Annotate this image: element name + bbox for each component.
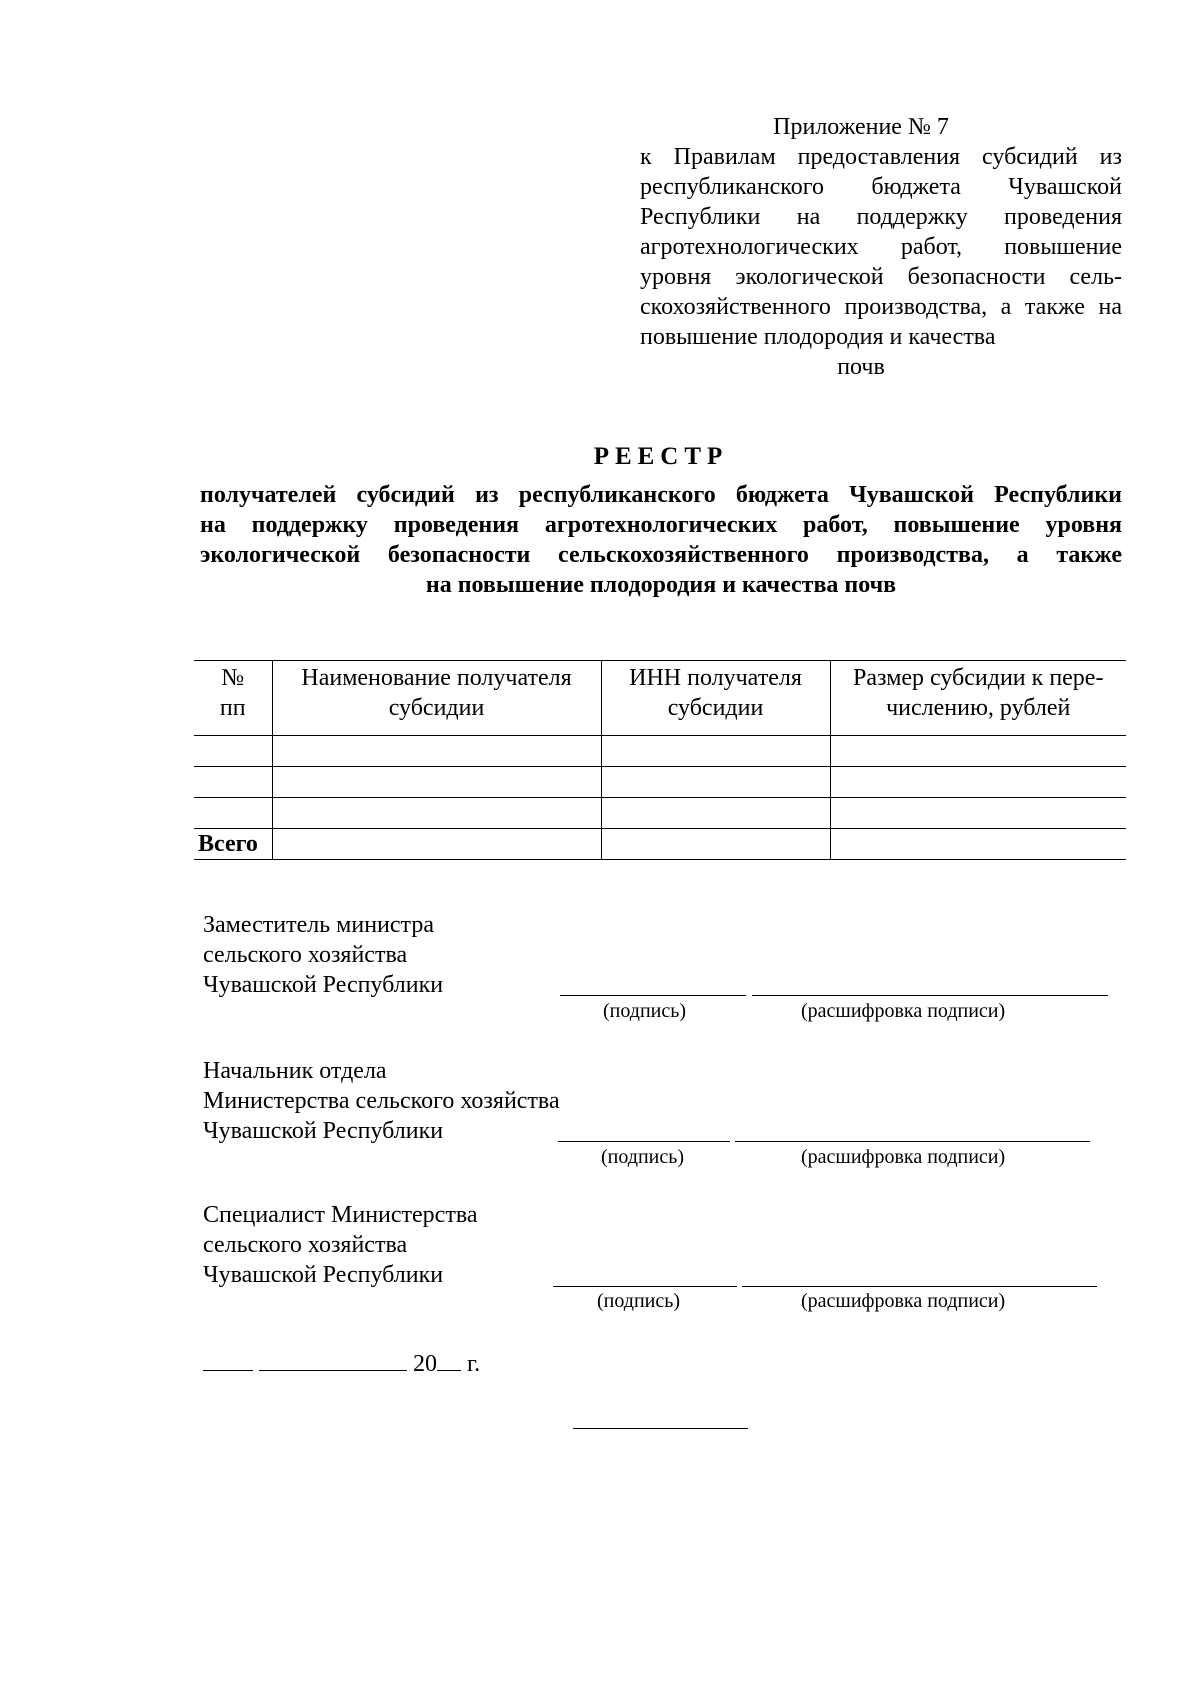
table-cell [272,736,601,767]
table-cell [601,829,830,860]
signature-line [560,995,746,996]
table-cell [601,767,830,798]
header-subsidy-amount: Размер субсидии к пере- числению, рублей [830,661,1126,736]
table-cell [194,798,272,829]
date-year-prefix: 20 [413,1351,437,1377]
appendix-line: Республики на поддержку проведения [640,204,1122,230]
signature-decode-caption: (расшифровка подписи) [801,1290,1006,1312]
signature-decode-line [742,1286,1097,1287]
date-month-blank [259,1348,407,1371]
document-title: РЕЕСТР [593,443,729,470]
total-label: Всего [194,829,272,860]
signature-decode-caption: (расшифровка подписи) [801,1146,1006,1168]
signatory-department-head [203,1056,560,1146]
date-day-blank [203,1348,253,1371]
signature-line [553,1286,737,1287]
signature-caption: (подпись) [603,1000,687,1022]
appendix-text [640,142,1122,352]
subtitle-line: на повышение плодородия и качества почв [425,572,897,598]
signatory-deputy-minister [203,910,443,1000]
table-cell [272,767,601,798]
table-row [194,798,1126,829]
signatory-title-line: Чувашской Республики [203,972,444,998]
date-year-blank [437,1348,461,1371]
subtitle-line: экологической безопасности сельскохозяйственного производства, а также [200,542,1122,568]
table-cell [830,736,1126,767]
table-row [194,767,1126,798]
date-suffix: г. [467,1351,481,1377]
table-cell [272,798,601,829]
table-cell [272,829,601,860]
table-cell [194,767,272,798]
table-cell [601,798,830,829]
table-total-row [194,829,1126,860]
signatory-title-line: Чувашской Республики [203,1118,444,1144]
appendix-number: Приложение № 7 [773,114,949,140]
registry-table [194,660,1126,860]
table-cell [830,829,1126,860]
appendix-last-line: почв [837,354,885,380]
signatory-title-line: Заместитель министра [203,912,434,938]
table-header-row [194,661,1126,736]
closing-rule [573,1428,748,1429]
subtitle-line: получателей субсидий из республиканского бюджета Чувашской Республики [200,482,1122,508]
signature-decode-line [735,1141,1090,1142]
signature-decode-caption: (расшифровка подписи) [801,1000,1006,1022]
signatory-title-line: Чувашской Республики [203,1262,444,1288]
signature-decode-line [752,995,1108,996]
appendix-line: агротехнологических работ, повышение [640,234,1122,260]
appendix-line: к Правилам предоставления субсидий из [640,144,1122,170]
appendix-line: республиканского бюджета Чувашской [640,174,1122,200]
table-cell [194,736,272,767]
signatory-title-line: Министерства сельского хозяйства [203,1088,560,1114]
table-cell [830,767,1126,798]
document-subtitle [200,480,1122,600]
appendix-line: скохозяйственного производства, а также [640,294,1085,320]
date-line [203,1348,480,1379]
signatory-title-line: сельского хозяйства [203,1232,408,1258]
appendix-line: уровня экологической безопасности сель- [640,264,1122,290]
signatory-specialist [203,1200,478,1290]
signature-caption: (подпись) [597,1290,681,1312]
header-inn: ИНН получателя субсидии [601,661,830,736]
appendix-line: на повышение плодородия и качества [640,294,1122,350]
signatory-title-line: сельского хозяйства [203,942,408,968]
table-cell [830,798,1126,829]
subtitle-line: на поддержку проведения агротехнологических работ, повышение уровня [200,512,1122,538]
table-cell [601,736,830,767]
header-number: № пп [194,661,272,736]
signature-line [558,1141,730,1142]
signature-caption: (подпись) [601,1146,685,1168]
table-row [194,736,1126,767]
signatory-title-line: Специалист Министерства [203,1202,478,1228]
appendix-reference [640,112,1122,382]
signatory-title-line: Начальник отдела [203,1058,387,1084]
header-recipient-name: Наименование получателя субсидии [272,661,601,736]
